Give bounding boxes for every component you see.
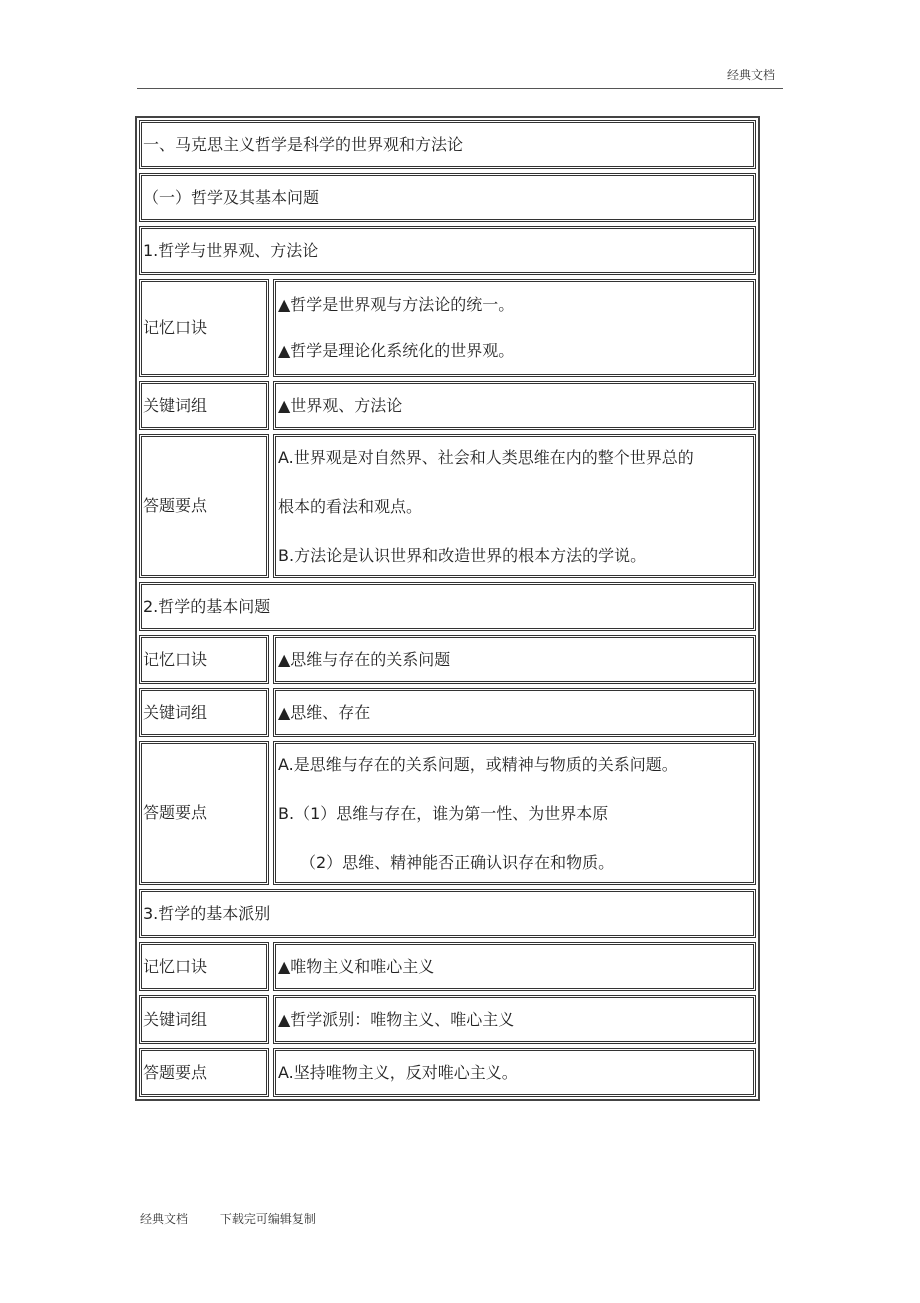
table-row [137,1046,758,1099]
table-row [137,940,758,993]
content-line: 根本的看法和观点。 [278,496,423,516]
content-line: ▲思维与存在的关系问题 [278,649,451,669]
content-line: A.坚持唯物主义，反对唯心主义。 [278,1062,518,1082]
table-row [137,739,758,887]
row-content [273,279,756,377]
row-label: 关键词组 [139,688,269,737]
table-row [137,432,758,580]
content-line: ▲哲学派别：唯物主义、唯心主义 [278,1009,515,1029]
row-label: 记忆口诀 [139,942,269,991]
row-label: 答题要点 [139,1048,269,1097]
topic-title-row [137,887,758,940]
row-content [273,995,756,1044]
content-line: A.世界观是对自然界、社会和人类思维在内的整个世界总的 [278,447,694,467]
topic-title: 3.哲学的基本派别 [139,889,756,938]
row-content [273,635,756,684]
row-content [273,381,756,430]
subsection-title: （一）哲学及其基本问题 [139,173,756,222]
content-line: ▲哲学是理论化系统化的世界观。 [278,341,515,360]
row-label: 答题要点 [139,434,269,578]
table-row [137,277,758,379]
content-line: ▲哲学是世界观与方法论的统一。 [278,295,515,314]
row-content [273,741,756,885]
page-header [137,60,783,89]
row-label: 记忆口诀 [139,635,269,684]
content-line: ▲思维、存在 [278,702,371,722]
table-row [137,686,758,739]
section-title-row [137,118,758,171]
content-line: （2）思维、精神能否正确认识存在和物质。 [300,852,615,872]
content-line: ▲世界观、方法论 [278,395,403,415]
outline-table [135,116,760,1101]
row-label: 记忆口诀 [139,279,269,377]
table-row [137,379,758,432]
footer-right: 下载完可编辑复制 [219,1212,316,1226]
footer-left: 经典文档 [140,1212,189,1226]
subsection-title-row [137,171,758,224]
table-row [137,993,758,1046]
content-line: A.是思维与存在的关系问题，或精神与物质的关系问题。 [278,754,678,774]
row-content [273,1048,756,1097]
section-title: 一、马克思主义哲学是科学的世界观和方法论 [139,120,756,169]
topic-title-row [137,224,758,277]
row-content [273,434,756,578]
content-line: B.方法论是认识世界和改造世界的根本方法的学说。 [278,545,647,565]
row-label: 关键词组 [139,995,269,1044]
header-label: 经典文档 [726,68,775,82]
table-row [137,633,758,686]
topic-title-row [137,580,758,633]
topic-title: 1.哲学与世界观、方法论 [139,226,756,275]
row-content [273,942,756,991]
content-line: B.（1）思维与存在，谁为第一性、为世界本原 [278,803,609,823]
row-content [273,688,756,737]
content-line: ▲唯物主义和唯心主义 [278,956,435,976]
page-footer [140,1210,316,1227]
topic-title: 2.哲学的基本问题 [139,582,756,631]
row-label: 答题要点 [139,741,269,885]
row-label: 关键词组 [139,381,269,430]
